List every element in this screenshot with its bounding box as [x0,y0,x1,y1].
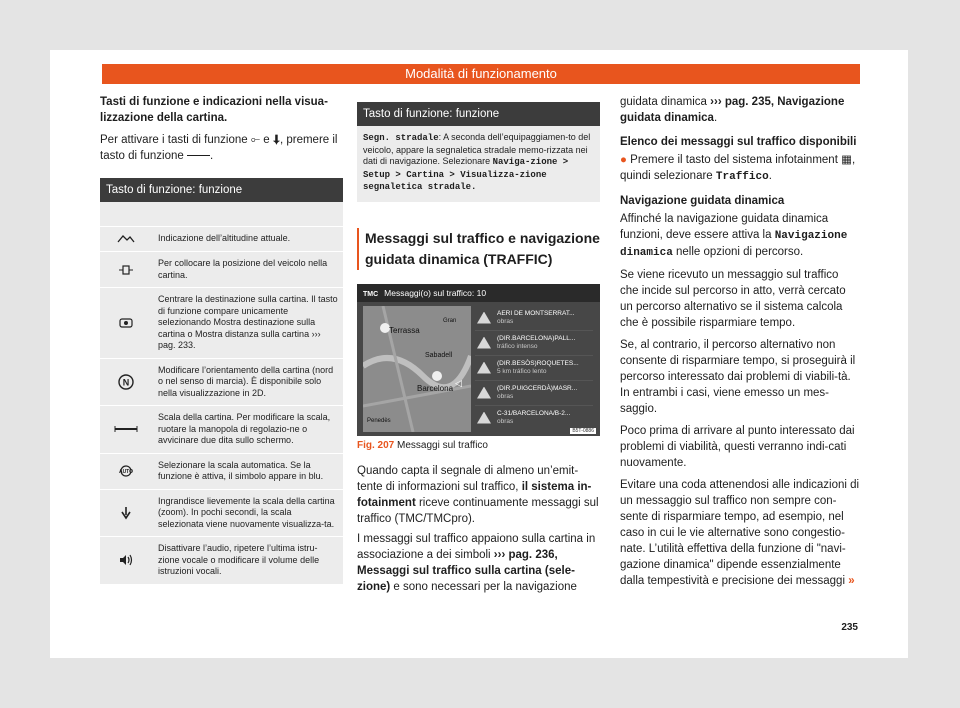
road-sign-box [357,126,600,202]
warning-icon [477,362,491,374]
text-run: Premere il tasto del sistema infotainment [630,154,842,166]
warning-icon [477,387,491,399]
zoom-icon [100,490,152,537]
paragraph [620,477,860,589]
map-label: Penedès [367,417,391,424]
row-text: Disattivare l’audio, ripetere l’ultima istru-zione vocale o modificare il volume delle istruzioni vocali. [158,543,320,576]
list-item[interactable] [475,356,593,381]
table-row [100,490,343,538]
manual-page [50,50,908,658]
row-text: Per collocare la posizione del veicolo nella cartina. [158,258,328,280]
text-run: . [768,170,772,182]
svg-text:N: N [122,377,130,388]
vehicle-position-icon [100,252,152,287]
warning-icon [477,412,491,424]
table-row [100,454,343,490]
bullet-icon: ● [620,154,627,166]
list-item[interactable] [475,331,593,356]
map-label: Terrassa [389,325,420,335]
text-run: nelle opzioni di percorso. [672,246,804,258]
map-label: Gran [443,317,457,324]
screen-title: Messaggi(o) sul traffico: 10 [384,287,487,298]
list-item[interactable] [475,406,593,430]
column-left [100,94,343,585]
message-detail: obras [497,417,514,425]
table-spacer [100,202,343,227]
figure-code: B5T-0886 [572,427,594,434]
paragraph: Poco prima di arrivare al punto interessato dai problemi di viabilità, questi verranno indi-cati nuovamente. [620,425,855,469]
table-header: Tasto di funzione: funzione [100,178,343,202]
svg-text:AUTO: AUTO [118,469,134,475]
subheading: Navigazione guidata dinamica [620,195,785,207]
message-road: C-31/BARCELONA/B-2... [497,409,571,417]
altitude-icon [100,227,152,251]
row-text: Centrare la destinazione sulla cartina. Il tasto di funzione compare unicamente selezionando Mostra destinazione sulla cartina o Mostra distanza sulla cartina ››› pag. 233. [158,294,338,350]
row-text: Scala della cartina. Per modificare la scala, ruotare la manopola di regolazio-ne o avvicinare due dita sullo schermo. [158,412,331,445]
paragraph [357,531,600,595]
map-label: Sabadell [425,351,453,359]
table-row [100,227,343,252]
paragraph [620,211,860,261]
road-sign-text: : A seconda dell’equipaggiamen-to del veicolo, appare la segnaletica stradale memo-rizzata nei dati di navigazione. Selezionare [363,132,591,166]
row-text: Modificare l’orientamento della cartina (nord o nel senso di marcia). È disponibile solo nella visualizzazione in 2D. [158,364,334,398]
table-row [100,252,343,288]
warning-icon [477,312,491,324]
caption-text: Messaggi sul traffico [397,439,488,451]
collapse-arrow-icon[interactable]: ◁ [455,377,462,388]
screen-title-bar [357,284,600,302]
continue-icon: » [848,575,855,587]
traffic-figure [357,284,600,436]
table-row [100,288,343,359]
message-road: (DIR.BARCELONA)PALL... [497,334,576,342]
column-middle [357,102,600,595]
message-road: AERI DE MONTSERRAT... [497,309,575,317]
cross-reference-link[interactable]: ››› pag. 235, Navigazione guidata dinamica [620,96,845,124]
page-number: 235 [841,622,858,633]
list-item[interactable] [475,306,593,331]
paragraph: Se viene ricevuto un messaggio sul traffico che incide sul percorso in atto, verrà cercato un percorso alternativo se il sistema calcola che è possibile risparmiare tempo. [620,269,846,329]
road-sign-label: Segn. stradale [363,133,439,143]
center-destination-icon [100,288,152,358]
north-icon [100,359,152,406]
function-table [100,178,343,585]
subheading: Elenco dei messaggi sul traffico disponibili [620,136,857,148]
section-title: Messaggi sul traffico e navigazione guidata dinamica (TRAFFIC) [357,228,600,270]
text-run-bold: il sistema in-fotainment [357,480,592,509]
bullet-item [620,152,860,185]
paragraph [620,94,860,126]
text-run: e sono necessari per la navigazione [390,580,577,593]
voice-icon [100,537,152,584]
table-row [100,359,343,407]
cross-reference-link[interactable]: ››› pag. 236, Messaggi sul traffico sulla cartina (sele-zione) [357,548,575,593]
list-item[interactable] [475,381,593,406]
text-run: , quindi selezionare [620,154,856,182]
table-row [100,537,343,585]
paragraph: Se, al contrario, il percorso alternativo non consente di risparmiare tempo, si proseguirà il percorso interessato dai problemi di viabili-tà. In entrambi i casi, viene emesso un mes-saggio. [620,339,856,415]
text-run: riceve continuamente messaggi sul traffico (TMC/TMCpro). [357,496,599,525]
message-detail: obras [497,317,514,325]
column-right [620,94,860,589]
message-road: (DIR.PUIGCERDÀ)MASR... [497,384,578,392]
page-header: Modalità di funzionamento [102,64,860,84]
text-run: Affinché la navigazione guidata dinamica funzioni, deve essere attiva la [620,213,829,241]
message-list [475,306,593,430]
message-detail: 5 km tráfico lento [497,367,547,375]
table-header: Tasto di funzione: funzione [357,102,600,126]
table-row [100,406,343,454]
tmc-label: TMC [363,290,379,298]
figure-caption [357,436,600,455]
row-text: Selezionare la scala automatica. Se la funzione è attiva, il simbolo appare in blu. [158,459,324,481]
row-text: Ingrandisce lievemente la scala della cartina (zoom). In pochi secondi, la scala selezionata viene nuovamente visualizza-ta. [158,495,335,529]
warning-icon [477,337,491,349]
text-run: guidata dinamica [620,96,711,108]
scale-icon [100,406,152,453]
message-detail: obras [497,392,514,400]
intro-text: Per attivare i tasti di funzione ⟜ e ⬇, premere il tasto di funzione ━━. [100,134,338,162]
menu-path: Naviga-zione > Setup > Cartina > Visualizza-zione segnaletica stradale. [363,157,569,192]
message-detail: tráfico intenso [497,342,538,350]
text-run: Evitare una coda attenendosi alle indicazioni di un messaggio sul traffico non sempre con-sente di risparmiare tempo, ad esempio, nel caso in cui le vie alternative sono congestio-nate. L’utilità effettiva della funzione di "navi-gazione dinamica" dipende essenzialmente dalla tempestività e precisione dei messaggi [620,479,860,587]
text-run: I messaggi sul traffico appaiono sulla cartina in associazione a dei simboli [357,532,596,561]
menu-grid-icon: ▦ [841,154,852,166]
message-road: (DIR.BESÒS)ROQUETES... [497,359,579,367]
text-run: Quando capta il segnale di almeno un’emit-tente di informazioni sul traffico, [357,464,579,493]
menu-item-traffic: Traffico [715,171,769,183]
caption-number: Fig. 207 [357,439,395,451]
option-name: Navigazione dinamica [620,230,848,259]
section-heading: Tasti di funzione e indicazioni nella visua-lizzazione della cartina. [100,96,328,124]
row-text: Indicazione dell’altitudine attuale. [158,233,291,243]
paragraph [357,463,600,527]
auto-scale-icon [100,454,152,489]
text-run: . [713,112,718,124]
map-label: Barcelona [417,383,454,393]
map-view [363,306,471,432]
